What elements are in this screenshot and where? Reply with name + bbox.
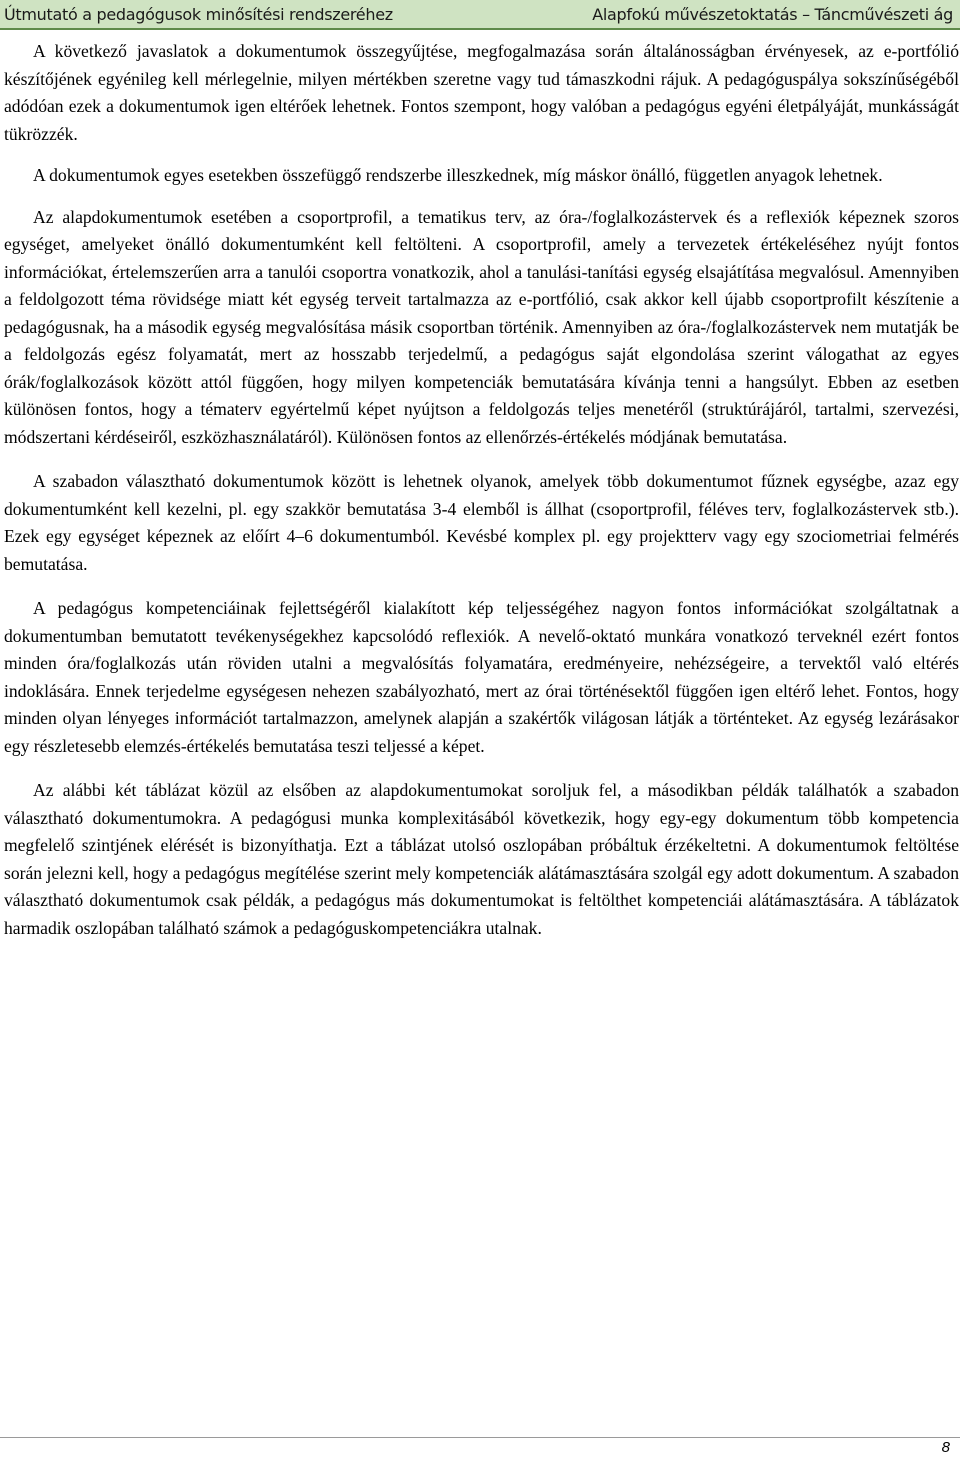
header-document-title: Útmutató a pedagógusok minősítési rendszeréhez — [4, 5, 393, 24]
paragraph-3: Az alapdokumentumok esetében a csoportprofil, a tematikus terv, az óra-/foglalkozástervek és a reflexiók képeznek szoros egységet, amelyeket önálló dokumentumként kell feltölteni. A csoportprofil, amely a tervezetek értékeléséhez nyújt fontos információkat, értelemszerűen arra a tanulói csoportra vonatkozik, ahol a tanulási-tanítási egység elsajátítása megvalósul. Amennyiben a feldolgozott téma rövidsége miatt két egység terveit tartalmazza az e-portfólió, csak akkor kell újabb csoportprofilt készítenie a pedagógusnak, ha a második egység megvalósítása másik csoportban történik. Amennyiben az óra-/foglalkozástervek nem mutatják be a feldolgozás egész folyamatát, mert az hosszabb terjedelmű, a pedagógus saját elgondolása szerint válogathat az egyes órák/foglalkozások között attól függően, hogy milyen kompetenciák bemutatására kívánja tenni a hangsúlyt. Ebben az esetben különösen fontos, hogy a tématerv egyértelmű képet nyújtson a feldolgozás teljes menetéről (struktúrájáról, tartalmi, szervezési, módszertani kérdéseiről, eszközhasználatáról). Különösen fontos az ellenőrzés-értékelés módjának bemutatása. — [4, 206, 959, 447]
paragraph-2: A dokumentumok egyes esetekben összefüggő rendszerbe illeszkednek, míg máskor önálló, független anyagok lehetnek. — [33, 165, 883, 185]
paragraph-6: Az alábbi két táblázat közül az elsőben az alapdokumentumokat soroljuk fel, a másodikban példák találhatók a szabadon választható dokumentumokra. A pedagógusi munka komplexitásából következik, hogy egy-egy dokumentum több kompetencia megfelelő szintjének elérését is bizonyíthatja. Ezt a táblázat utolsó oszlopában próbáltuk érzékeltetni. A dokumentumok feltöltése során jelezni kell, hogy a pedagógus megítélése szerint mely kompetenciák alátámasztására szolgál egy adott dokumentum. A szabadon választható dokumentumok csak példák, a pedagógus más dokumentumokat is feltölthet kompetenciái alátámasztására. A táblázatok harmadik oszlopában található számok a pedagóguskompetenciákra utalnak. — [4, 780, 959, 938]
page-number: 8 — [941, 1439, 950, 1456]
footer-divider — [0, 1437, 960, 1438]
document-body — [4, 38, 959, 942]
page-header — [0, 0, 960, 30]
header-section-title: Alapfokú művészetoktatás – Táncművészeti ág — [592, 5, 953, 24]
paragraph-5: A pedagógus kompetenciáinak fejlettségéről kialakított kép teljességéhez nagyon fontos információkat szolgáltatnak a dokumentumban bemutatott tevékenységekhez kapcsolódó reflexiók. A nevelő-oktató munkára vonatkozó terveknél ezért fontos minden óra/foglalkozás után röviden utalni a megvalósítás folyamatára, eredményeire, nehézségeire, a tervektől való eltérés indoklására. Ennek terjedelme egységesen nehezen szabályozható, mert az órai történésektől függően igen eltérő lehet. Fontos, hogy minden olyan lényeges információt tartalmazzon, amelynek alapján a szakértők világosan látják a történteket. Az egység lezárásakor egy részletesebb elemzés-értékelés bemutatása teszi teljessé a képet. — [4, 598, 959, 756]
paragraph-4: A szabadon választható dokumentumok között is lehetnek olyanok, amelyek több dokumentumot fűznek egységbe, azaz egy dokumentumként kell kezelni, pl. egy szakkör bemutatása 3-4 elemből is állhat (csoportprofil, féléves terv, foglalkozástervek stb.). Ezek egy egységet képeznek az előírt 4–6 dokumentumból. Kevésbé komplex pl. egy projektterv vagy egy szociometriai felmérés bemutatása. — [4, 471, 959, 574]
paragraph-1: A következő javaslatok a dokumentumok összegyűjtése, megfogalmazása során általánosságban érvényesek, az e-portfólió készítőjének egyénileg kell mérlegelnie, milyen mértékben szeretne vagy tud támaszkodni rájuk. A pedagóguspálya sokszínűségéből adódóan ezek a dokumentumok igen eltérőek lehetnek. Fontos szempont, hogy valóban a pedagógus egyéni életpályáját, munkásságát tükrözzék. — [4, 41, 959, 144]
